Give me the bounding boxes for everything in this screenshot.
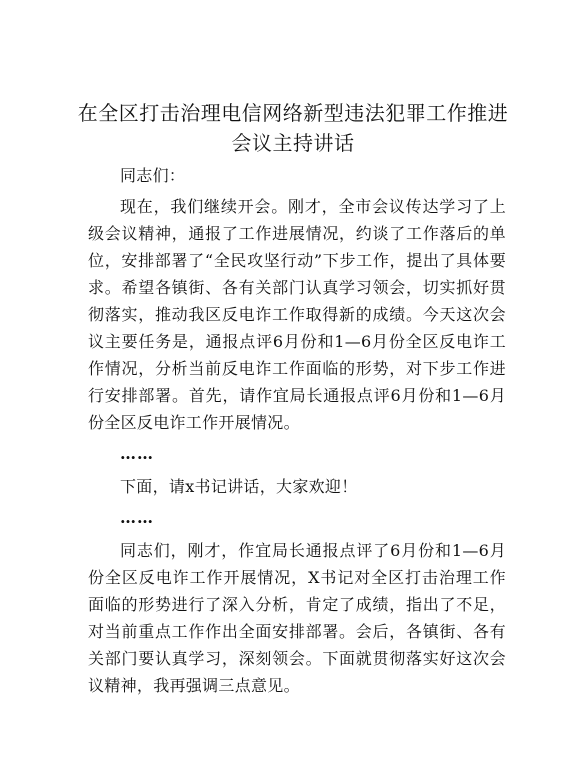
document-title: 在全区打击治理电信网络新型违法犯罪工作推进会议主持讲话 bbox=[77, 101, 509, 155]
paragraph-opening: 现在，我们继续开会。刚才，全市会议传达学习了上级会议精神，通报了工作进展情况，约谈了工作落后的单位，安排部署了“全民攻坚行动”下步工作，提出了具体要求。希望各镇街、各有关部门认真学习领会，切实抓好贯彻落实，推动我区反电诈工作取得新的成绩。今天这次会议主要任务是，通报点评6月份和1—6月份全区反电诈工作情况，分析当前反电诈工作面临的形势，对下步工作进行安排部署。首先，请作宜局长通报点评6月份和1—6月份全区反电诈工作开展情况。 bbox=[88, 197, 506, 432]
document-body bbox=[88, 162, 506, 699]
paragraph-invite-speech: 下面，请x书记讲话，大家欢迎！ bbox=[120, 477, 358, 496]
ellipsis-2: …… bbox=[120, 508, 154, 527]
ellipsis-1: …… bbox=[120, 444, 154, 463]
salutation: 同志们： bbox=[120, 166, 186, 185]
paragraph-summary: 同志们，刚才，作宜局长通报点评了6月份和1—6月份全区反电诈工作开展情况，X书记对全区打击治理工作面临的形势进行了深入分析，肯定了成绩，指出了不足，对当前重点工作作出全面安排部署。会后，各镇街、各有关部门要认真学习，深刻领会。下面就贯彻落实好这次会议精神，我再强调三点意见。 bbox=[88, 541, 506, 695]
